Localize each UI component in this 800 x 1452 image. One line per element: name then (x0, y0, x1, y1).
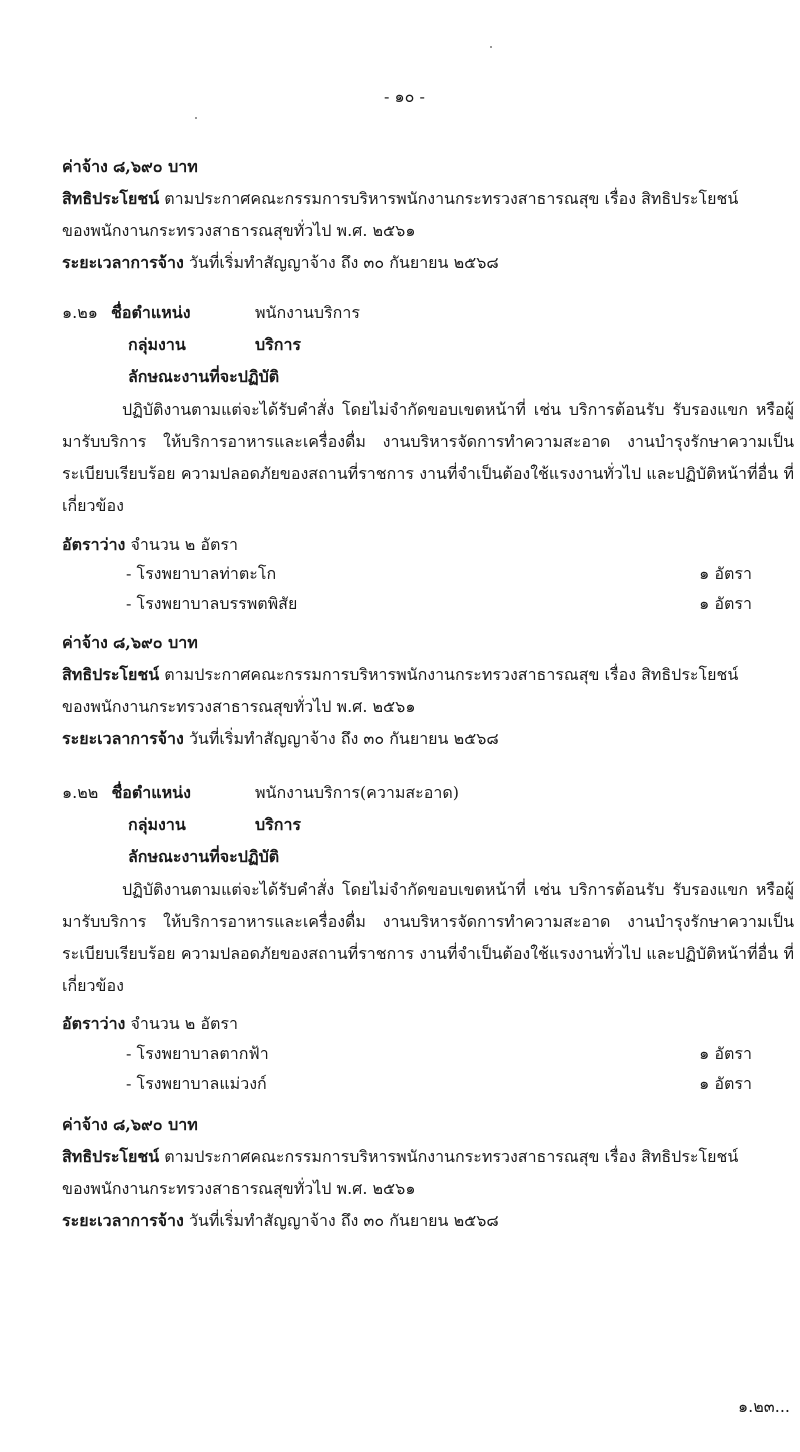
section-number: ๑.๒๑ (62, 303, 98, 322)
unit-row (62, 1042, 762, 1072)
wage-line (62, 1113, 198, 1138)
benefit-line (62, 187, 738, 212)
benefit-line (62, 663, 738, 688)
vacancy-label: อัตราว่าง (62, 1014, 126, 1033)
wage-label: ค่าจ้าง (62, 157, 108, 176)
benefit-line-2: ของพนักงานกระทรวงสาธารณสุขทั่วไป พ.ศ. ๒๕๖๑ (62, 697, 416, 716)
duties-label: ลักษณะงานที่จะปฏิบัติ (128, 847, 280, 866)
unit-count: ๑ อัตรา (699, 594, 752, 613)
wage-label: ค่าจ้าง (62, 633, 108, 652)
vacancy-line (62, 533, 238, 558)
benefit-line (62, 1145, 738, 1170)
unit-name: - โรงพยาบาลบรรพตพิสัย (126, 594, 298, 613)
unit-name: - โรงพยาบาลตากฟ้า (126, 1044, 269, 1063)
unit-count: ๑ อัตรา (699, 564, 752, 583)
period-line (62, 251, 499, 276)
period-label: ระยะเวลาการจ้าง (62, 253, 184, 272)
benefit-line-2: ของพนักงานกระทรวงสาธารณสุขทั่วไป พ.ศ. ๒๕๖๑ (62, 1179, 416, 1198)
duties-text: ปฏิบัติงานตามแต่จะได้รับคำสั่ง โดยไม่จำกัดขอบเขตหน้าที่ เช่น บริการต้อนรับ รับรองแขก หรือผู้มารับบริการ ให้บริการอาหารและเครื่องดื่ม งานบริหารจัดการทำความสะอาด งานบำรุงรักษาความเป็น ระเบียบเรียบร้อย ความปลอดภัยของสถานที่ราชการ งานที่จำเป็นต้องใช้แรงงานทั่วไป และปฏิบัติหน้าที่อื่น ที่เกี่ยวข้อง (62, 880, 794, 995)
period-label: ระยะเวลาการจ้าง (62, 729, 184, 748)
next-page-marker: ๑.๒๓... (738, 1397, 790, 1416)
vacancy-label: อัตราว่าง (62, 535, 126, 554)
vacancy-count: จำนวน ๒ อัตรา (130, 535, 238, 554)
duties-paragraph (62, 874, 794, 1002)
benefit-line-2: ของพนักงานกระทรวงสาธารณสุขทั่วไป พ.ศ. ๒๕๖๑ (62, 221, 416, 240)
wage-value: ๘,๖๙๐ บาท (112, 157, 198, 176)
position-title: พนักงานบริการ (255, 303, 360, 322)
group-value: บริการ (255, 335, 302, 354)
duties-paragraph (62, 394, 794, 522)
benefit-label: สิทธิประโยชน์ (62, 189, 160, 208)
unit-count: ๑ อัตรา (699, 1074, 752, 1093)
wage-value: ๘,๖๙๐ บาท (112, 1115, 198, 1134)
section-number: ๑.๒๒ (62, 783, 99, 802)
benefit-text: ตามประกาศคณะกรรมการบริหารพนักงานกระทรวงสาธารณสุข เรื่อง สิทธิประโยชน์ (164, 1147, 739, 1166)
wage-line (62, 155, 198, 180)
period-line (62, 1209, 499, 1234)
group-label: กลุ่มงาน (128, 815, 186, 834)
duties-label: ลักษณะงานที่จะปฏิบัติ (128, 367, 280, 386)
benefit-label: สิทธิประโยชน์ (62, 1147, 160, 1166)
wage-value: ๘,๖๙๐ บาท (112, 633, 198, 652)
wage-label: ค่าจ้าง (62, 1115, 108, 1134)
period-label: ระยะเวลาการจ้าง (62, 1211, 184, 1230)
unit-name: - โรงพยาบาลแม่วงก์ (126, 1074, 267, 1093)
group-label: กลุ่มงาน (128, 335, 186, 354)
vacancy-count: จำนวน ๒ อัตรา (130, 1014, 238, 1033)
unit-count: ๑ อัตรา (699, 1044, 752, 1063)
section-1-21-heading (62, 301, 191, 326)
position-label: ชื่อตำแหน่ง (111, 303, 191, 322)
wage-line (62, 631, 198, 656)
unit-row (62, 562, 762, 592)
group-value: บริการ (255, 815, 302, 834)
section-1-22-heading (62, 781, 191, 806)
page-number: - ๑๐ - (384, 87, 425, 106)
unit-row (62, 1072, 762, 1102)
period-value: วันที่เริ่มทำสัญญาจ้าง ถึง ๓๐ กันยายน ๒๕๖๘ (188, 1211, 499, 1230)
benefit-text: ตามประกาศคณะกรรมการบริหารพนักงานกระทรวงสาธารณสุข เรื่อง สิทธิประโยชน์ (164, 189, 739, 208)
period-value: วันที่เริ่มทำสัญญาจ้าง ถึง ๓๐ กันยายน ๒๕๖๘ (188, 729, 499, 748)
duties-text: ปฏิบัติงานตามแต่จะได้รับคำสั่ง โดยไม่จำกัดขอบเขตหน้าที่ เช่น บริการต้อนรับ รับรองแขก หรือผู้มารับบริการ ให้บริการอาหารและเครื่องดื่ม งานบริหารจัดการทำความสะอาด งานบำรุงรักษาความเป็น ระเบียบเรียบร้อย ความปลอดภัยของสถานที่ราชการ งานที่จำเป็นต้องใช้แรงงานทั่วไป และปฏิบัติหน้าที่อื่น ที่เกี่ยวข้อง (62, 400, 794, 515)
benefit-label: สิทธิประโยชน์ (62, 665, 160, 684)
position-title: พนักงานบริการ(ความสะอาด) (255, 783, 459, 802)
unit-row (62, 592, 762, 622)
position-label: ชื่อตำแหน่ง (111, 783, 191, 802)
unit-name: - โรงพยาบาลท่าตะโก (126, 564, 277, 583)
period-value: วันที่เริ่มทำสัญญาจ้าง ถึง ๓๐ กันยายน ๒๕๖๘ (188, 253, 499, 272)
benefit-text: ตามประกาศคณะกรรมการบริหารพนักงานกระทรวงสาธารณสุข เรื่อง สิทธิประโยชน์ (164, 665, 739, 684)
scan-speck (195, 117, 197, 119)
scan-speck (490, 46, 492, 48)
vacancy-line (62, 1012, 238, 1037)
period-line (62, 727, 499, 752)
